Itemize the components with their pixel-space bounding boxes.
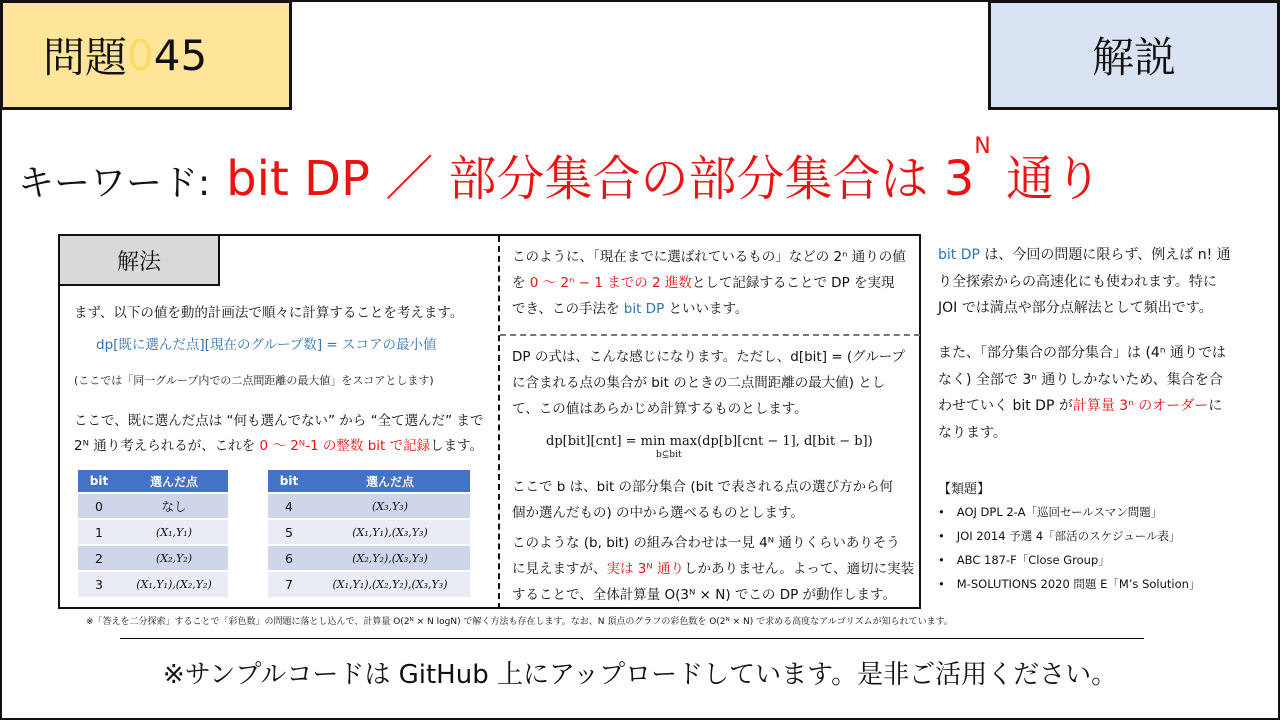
- footer-rule: [120, 638, 1144, 639]
- middle-p4-red: 実は 3ᴺ 通り: [606, 561, 685, 577]
- middle-p3a: ここで b は、bit の部分集合 (bit で表される点の選び方から何: [512, 479, 894, 495]
- footnote: ※「答えを二分探索」することで「彩色数」の問題に落とし込んで、計算量 O(2ᴺ × N logN) で解く方法も存在します。なお、N 頂点のグラフの彩色数を O(2ᴺ × N) で求める高度なアルゴリズムが知られています。: [86, 617, 953, 627]
- side-p1-line1: [938, 242, 1268, 269]
- middle-p4c-text: しかありません。よって、適切に実装: [684, 561, 915, 577]
- table-header-bit: bit: [78, 470, 120, 493]
- table-cell: (X₁,Y₁),(X₂,Y₂): [120, 571, 228, 597]
- side-p2-line1: また、「部分集合の部分集合」は (4ⁿ 通りでは: [938, 345, 1226, 361]
- middle-p1d-text: でき、この手法を: [512, 301, 624, 317]
- ruikei-list: [938, 500, 1200, 596]
- keyword-main: bit DP ／ 部分集合の部分集合は 3: [226, 151, 975, 207]
- middle-p1b: [512, 270, 895, 296]
- table-header-points: 選んだ点: [120, 470, 228, 493]
- table-cell: 3: [78, 571, 120, 597]
- table-cell: (X₂,Y₂): [120, 545, 228, 571]
- list-item: • ABC 187-F「Close Group」: [938, 548, 1200, 572]
- middle-p4b: [512, 556, 914, 582]
- middle-p2c: て、この値はあらかじめ計算するものとします。: [512, 401, 808, 417]
- side-p2-red: 計算量 3ⁿ のオーダー: [1072, 398, 1209, 415]
- problem-number-box: [0, 0, 292, 110]
- middle-p4d: することで、全体計算量 O(3ᴺ × N) でこの DP が動作します。: [512, 587, 896, 603]
- side-p1-line2: り全探索からの高速化にも使われます。特に: [938, 273, 1217, 290]
- middle-p1-blue: bit DP: [623, 301, 665, 317]
- keyword-suffix: 通り: [990, 151, 1102, 207]
- side-p1-text: は、今回の問題に限らず、例えば n! 通: [979, 247, 1231, 263]
- table-cell: 5: [268, 519, 310, 545]
- method-note: (ここでは「同一グループ内での二点間距離の最大値」をスコアとします): [74, 374, 434, 387]
- table-row: [268, 519, 470, 545]
- table-cell: 1: [78, 519, 120, 545]
- keyword-line: [18, 134, 1102, 209]
- method-tab: [60, 236, 220, 286]
- table-cell: 6: [268, 545, 310, 571]
- keyword-label: キーワード:: [18, 163, 211, 204]
- side-p2: [938, 340, 1268, 446]
- ruikei-title: 【類題】: [938, 482, 991, 497]
- table-cell: なし: [120, 493, 228, 519]
- middle-p1-red: 0 〜 2ⁿ − 1 までの 2 進数: [529, 275, 692, 291]
- list-item: • M-SOLUTIONS 2020 問題 E「M’s Solution」: [938, 572, 1200, 596]
- middle-p1c-text: として記録することで DP を実現: [691, 275, 895, 291]
- keyword-sup: N: [974, 134, 991, 159]
- table-cell: (X₂,Y₂),(X₃,Y₃): [310, 545, 470, 571]
- side-p2-text-end: に: [1208, 398, 1223, 415]
- side-p2-line4: なります。: [938, 424, 1007, 441]
- table-cell: 0: [78, 493, 120, 519]
- table-header-bit: bit: [268, 470, 310, 493]
- kaisetsu-box: [988, 0, 1280, 110]
- middle-p1b-text: を: [512, 275, 530, 291]
- middle-p1d: [512, 296, 748, 322]
- middle-p3b: 個か選んだもの) の中から選べるものとします。: [512, 505, 804, 521]
- list-item: • AOJ DPL 2-A「巡回セールスマン問題」: [938, 500, 1200, 524]
- table-row: [268, 545, 470, 571]
- problem-number-zero: 0: [127, 30, 154, 80]
- method-p2c-text: します。: [430, 438, 484, 454]
- middle-p2b: に含まれる点の集合が bit のときの二点間距離の最大値) とし: [512, 375, 886, 391]
- middle-p4b-text: に見えますが、: [512, 561, 607, 577]
- table-row: [78, 545, 228, 571]
- problem-number: 45: [153, 30, 208, 80]
- method-p2a: ここで、既に選んだ点は “何も選んでない” から “全て選んだ” まで: [74, 413, 484, 429]
- middle-p4a: このような (b, bit) の組み合わせは一見 4ᴺ 通りくらいありそう: [512, 535, 900, 551]
- method-tab-label: 解法: [116, 249, 161, 275]
- bit-table-left: [78, 470, 228, 597]
- problem-label: 問題: [43, 33, 128, 82]
- method-p1: まず、以下の値を動的計画法で順々に計算することを考えます。: [74, 305, 464, 321]
- dp-equation-sub: b⊆bit: [656, 450, 682, 460]
- table-row: [78, 571, 228, 597]
- horizontal-divider: [500, 334, 920, 336]
- keyword-text: [226, 134, 1102, 209]
- list-item: • JOI 2014 予選 4「部活のスケジュール表」: [938, 524, 1200, 548]
- table-cell: (X₁,Y₁),(X₃,Y₃): [310, 519, 470, 545]
- side-p2-line2: なく) 全部で 3ⁿ 通りしかないため、集合を合: [938, 371, 1223, 388]
- table-row: [78, 519, 228, 545]
- side-p1-blue: bit DP: [938, 247, 980, 263]
- dp-equation: dp[bit][cnt] = min max(dp[b][cnt − 1], d[bit − b]): [546, 434, 873, 449]
- table-cell: 2: [78, 545, 120, 571]
- side-p2-text: わせていく bit DP が: [938, 398, 1073, 415]
- method-panel: [58, 234, 921, 609]
- table-cell: 7: [268, 571, 310, 597]
- sample-code-note: ※サンプルコードは GitHub 上にアップロードしています。是非ご活用ください。: [162, 660, 1118, 690]
- method-formula: dp[既に選んだ点][現在のグループ数] = スコアの最小値: [96, 337, 437, 353]
- table-row: [268, 493, 470, 519]
- bit-table-right: [268, 470, 470, 597]
- vertical-divider: [498, 236, 500, 609]
- middle-p1e-text: といいます。: [664, 301, 749, 317]
- method-p2-red: 0 〜 2ᴺ-1 の整数 bit で記録: [259, 438, 431, 454]
- side-p1: [938, 242, 1268, 322]
- side-p1-line3: JOI では満点や部分点解法として頻出です。: [938, 300, 1213, 317]
- table-header-points: 選んだ点: [310, 470, 470, 493]
- middle-p2a: DP の式は、こんな感じになります。ただし、d[bit] = (グループ: [512, 349, 906, 365]
- table-cell: (X₁,Y₁): [120, 519, 228, 545]
- table-cell: 4: [268, 493, 310, 519]
- side-p2-line3: [938, 393, 1268, 420]
- table-row: [78, 493, 228, 519]
- middle-p1a: このように、「現在までに選ばれているもの」などの 2ⁿ 通りの値: [512, 249, 906, 265]
- table-cell: (X₃,Y₃): [310, 493, 470, 519]
- method-p2b-text: 2ᴺ 通り考えられるが、これを: [74, 438, 260, 454]
- table-cell: (X₁,Y₁),(X₂,Y₂),(X₃,Y₃): [310, 571, 470, 597]
- kaisetsu-label: 解説: [1091, 33, 1176, 82]
- table-row: [268, 571, 470, 597]
- method-p2b: [74, 433, 483, 459]
